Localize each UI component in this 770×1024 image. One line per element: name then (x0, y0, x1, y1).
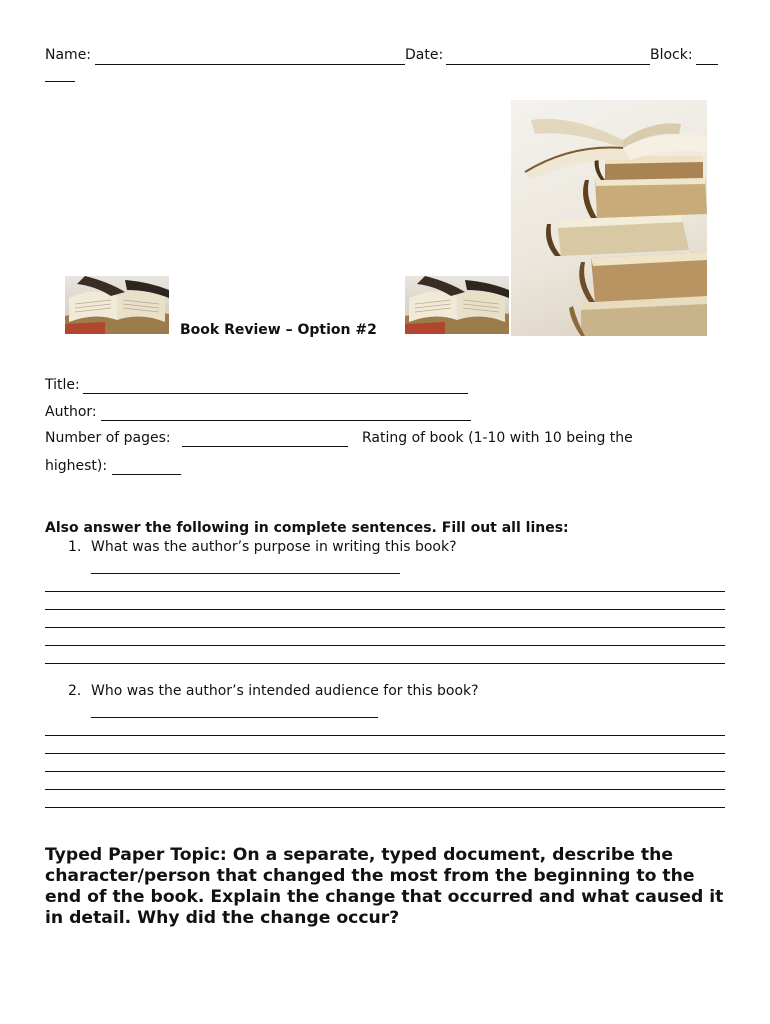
date-label: Date: (405, 47, 444, 63)
rating-label-continuation: highest): (45, 458, 108, 474)
question-1-number: 1. (68, 539, 82, 555)
answer-2-line[interactable] (45, 753, 725, 754)
rating-label: Rating of book (1-10 with 10 being the (362, 430, 633, 446)
open-books-icon (405, 276, 509, 334)
typed-paper-topic: Typed Paper Topic: On a separate, typed document, describe the character/person that changed the most from the beginning to the end of the book. Explain the change that occurred and what caused it in detail. Why did the change occur? (45, 845, 724, 928)
answer-1-line[interactable] (45, 591, 725, 592)
answer-2-line[interactable] (45, 807, 725, 808)
date-field[interactable] (446, 64, 650, 65)
answer-2-line[interactable] (45, 789, 725, 790)
instructions: Also answer the following in complete sentences. Fill out all lines: (45, 520, 569, 536)
rating-field[interactable] (112, 474, 181, 475)
open-books-icon (65, 276, 169, 334)
answer-1-line[interactable] (45, 663, 725, 664)
answer-1-line[interactable] (91, 573, 400, 574)
question-2-text: Who was the author’s intended audience for this book? (91, 683, 479, 699)
question-1-text: What was the author’s purpose in writing this book? (91, 539, 457, 555)
pages-field[interactable] (182, 446, 348, 447)
block-field-continuation[interactable] (45, 81, 75, 82)
answer-2-line[interactable] (45, 735, 725, 736)
answer-1-line[interactable] (45, 627, 725, 628)
answer-2-line[interactable] (45, 771, 725, 772)
title-field[interactable] (83, 393, 468, 394)
answer-1-line[interactable] (45, 609, 725, 610)
form-title: Book Review – Option #2 (180, 322, 377, 338)
stack-of-books-icon (511, 100, 707, 336)
block-label: Block: (650, 47, 693, 63)
answer-2-line[interactable] (91, 717, 378, 718)
block-field[interactable] (696, 64, 718, 65)
pages-label: Number of pages: (45, 430, 171, 446)
name-field[interactable] (95, 64, 405, 65)
author-field[interactable] (101, 420, 471, 421)
question-2-number: 2. (68, 683, 82, 699)
answer-1-line[interactable] (45, 645, 725, 646)
author-label: Author: (45, 404, 97, 420)
title-label: Title: (45, 377, 80, 393)
name-label: Name: (45, 47, 92, 63)
